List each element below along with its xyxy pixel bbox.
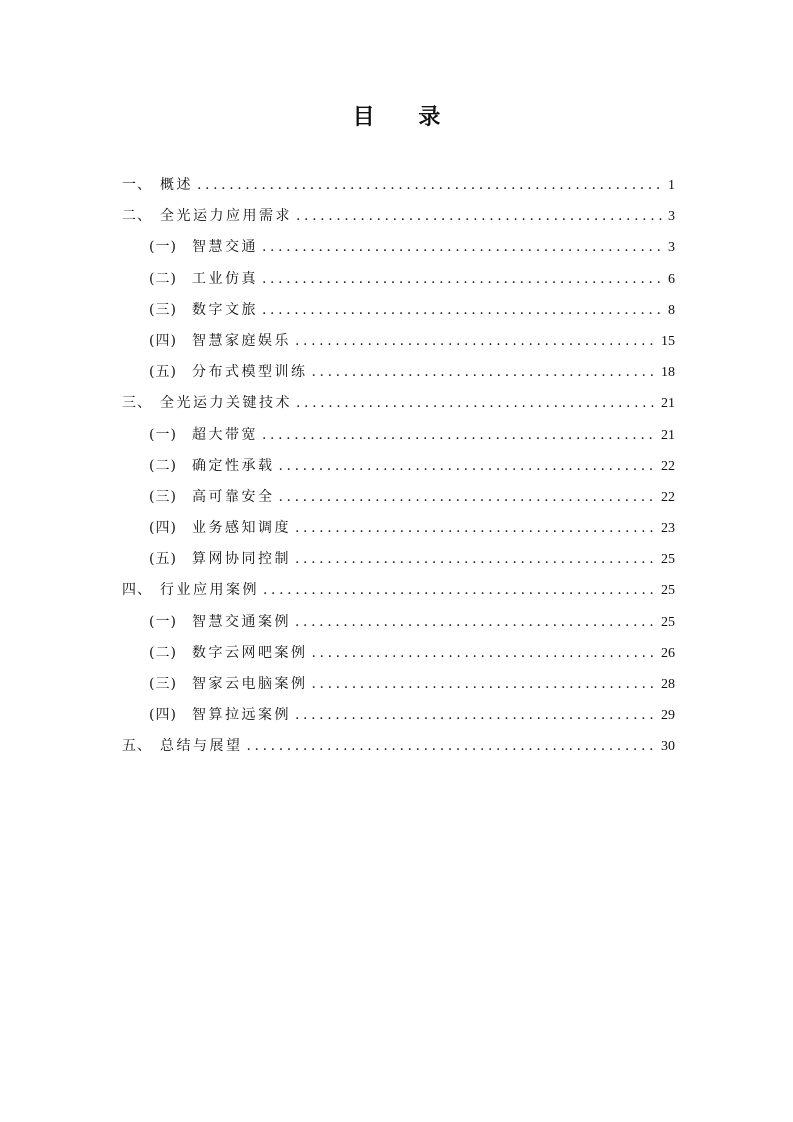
toc-entry[interactable] <box>122 264 675 295</box>
toc-entry-page: 15 <box>661 333 675 349</box>
toc-entry-number: (二) <box>149 270 177 287</box>
toc-entry-page: 26 <box>661 645 675 661</box>
toc-entry-label: 工业仿真 <box>192 270 258 287</box>
toc-dot-leader <box>262 232 664 263</box>
toc-entry[interactable] <box>122 451 675 482</box>
toc-dot-leader <box>279 451 658 482</box>
toc-dot-leader <box>262 264 664 295</box>
toc-entry-number: 四、 <box>122 582 152 599</box>
toc-entry-label: 全光运力应用需求 <box>160 208 292 225</box>
toc-entry-label: 业务感知调度 <box>192 520 291 537</box>
toc-title: 目 录 <box>352 105 459 130</box>
toc-entry-label: 智算拉远案例 <box>192 707 291 724</box>
toc-entry-page: 30 <box>661 739 675 755</box>
toc-dot-leader <box>312 669 658 700</box>
toc-entry[interactable] <box>122 731 675 762</box>
toc-entry[interactable] <box>122 607 675 638</box>
toc-entry-number: (一) <box>149 613 177 630</box>
toc-entry-number: (二) <box>149 457 177 474</box>
toc-entry-page: 18 <box>661 365 675 381</box>
toc-entry-page: 6 <box>668 271 675 287</box>
toc-entry-page: 29 <box>661 708 675 724</box>
toc-entry-label: 数字云网吧案例 <box>192 644 308 661</box>
toc-entry[interactable] <box>122 295 675 326</box>
toc-entry[interactable] <box>122 482 675 513</box>
toc-entry-number: 二、 <box>122 208 152 225</box>
toc-dot-leader <box>312 357 658 388</box>
toc-dot-leader <box>262 420 657 451</box>
toc-entry-page: 22 <box>661 489 675 505</box>
toc-entry[interactable] <box>122 513 675 544</box>
toc-dot-leader <box>263 575 657 606</box>
toc-entry[interactable] <box>122 388 675 419</box>
toc-entry-number: (四) <box>149 520 177 537</box>
toc-entry-page: 3 <box>668 240 675 256</box>
toc-entry-number: 五、 <box>122 738 152 755</box>
toc-entry-label: 概述 <box>160 177 193 193</box>
toc-entry-page: 1 <box>668 178 675 193</box>
toc-entry[interactable] <box>122 201 675 232</box>
toc-entry[interactable] <box>122 638 675 669</box>
toc-entry-page: 3 <box>668 209 675 225</box>
toc-dot-leader <box>295 607 657 638</box>
toc-entry-number: (五) <box>149 551 177 568</box>
toc-entry[interactable] <box>122 326 675 357</box>
toc-entry[interactable] <box>122 544 675 575</box>
toc-entry-number: (一) <box>149 239 177 256</box>
toc-dot-leader <box>295 700 657 731</box>
toc-entry-label: 智慧交通 <box>192 239 258 256</box>
toc-entry-page: 25 <box>661 583 675 599</box>
toc-entry-page: 28 <box>661 677 675 692</box>
toc-entry-label: 行业应用案例 <box>160 582 259 599</box>
toc-entry-number: (一) <box>149 426 177 443</box>
toc-entry-page: 21 <box>661 396 675 412</box>
toc-entry-number: 一、 <box>122 177 152 193</box>
toc-entry-label: 超大带宽 <box>192 426 258 443</box>
toc-entry[interactable] <box>122 170 675 201</box>
toc-entry-number: (五) <box>149 364 177 381</box>
toc-dot-leader <box>262 295 664 326</box>
toc-entry[interactable] <box>122 700 675 731</box>
toc-entry[interactable] <box>122 357 675 388</box>
toc-dot-leader <box>295 513 657 544</box>
toc-dot-leader <box>279 482 658 513</box>
toc-dot-leader <box>247 731 658 762</box>
toc-dot-leader <box>295 544 657 575</box>
toc-entry[interactable] <box>122 420 675 451</box>
toc-entry-page: 25 <box>661 552 675 568</box>
toc-entry-label: 智慧家庭娱乐 <box>192 332 291 349</box>
toc-entry[interactable] <box>122 669 675 700</box>
toc-entry-number: (四) <box>149 332 177 349</box>
toc-entry-label: 总结与展望 <box>160 738 243 755</box>
toc-entry-label: 智慧交通案例 <box>192 613 291 630</box>
toc-entry-number: 三、 <box>122 395 152 412</box>
toc-dot-leader <box>312 638 658 669</box>
toc-entry-label: 算网协同控制 <box>192 551 291 568</box>
toc-dot-leader <box>197 170 664 201</box>
toc-entry-number: (三) <box>149 676 177 692</box>
toc-entry[interactable] <box>122 575 675 606</box>
toc-entry[interactable] <box>122 232 675 263</box>
toc-entry-number: (三) <box>149 301 177 318</box>
toc-entry-label: 数字文旅 <box>192 301 258 318</box>
toc-entry-label: 分布式模型训练 <box>192 364 308 381</box>
toc-entry-label: 高可靠安全 <box>192 488 275 505</box>
toc-dot-leader <box>295 326 657 357</box>
toc-entry-label: 智家云电脑案例 <box>192 676 308 692</box>
toc-entry-number: (三) <box>149 488 177 505</box>
toc-entry-page: 25 <box>661 614 675 630</box>
toc-entry-page: 8 <box>668 302 675 318</box>
toc-entry-page: 22 <box>661 458 675 474</box>
toc-entry-page: 21 <box>661 427 675 443</box>
table-of-contents <box>122 170 675 763</box>
toc-entry-label: 确定性承载 <box>192 457 275 474</box>
toc-entry-number: (四) <box>149 707 177 724</box>
toc-dot-leader <box>296 201 664 232</box>
toc-entry-number: (二) <box>149 644 177 661</box>
toc-entry-page: 23 <box>661 521 675 537</box>
toc-dot-leader <box>296 388 657 419</box>
toc-entry-label: 全光运力关键技术 <box>160 395 292 412</box>
